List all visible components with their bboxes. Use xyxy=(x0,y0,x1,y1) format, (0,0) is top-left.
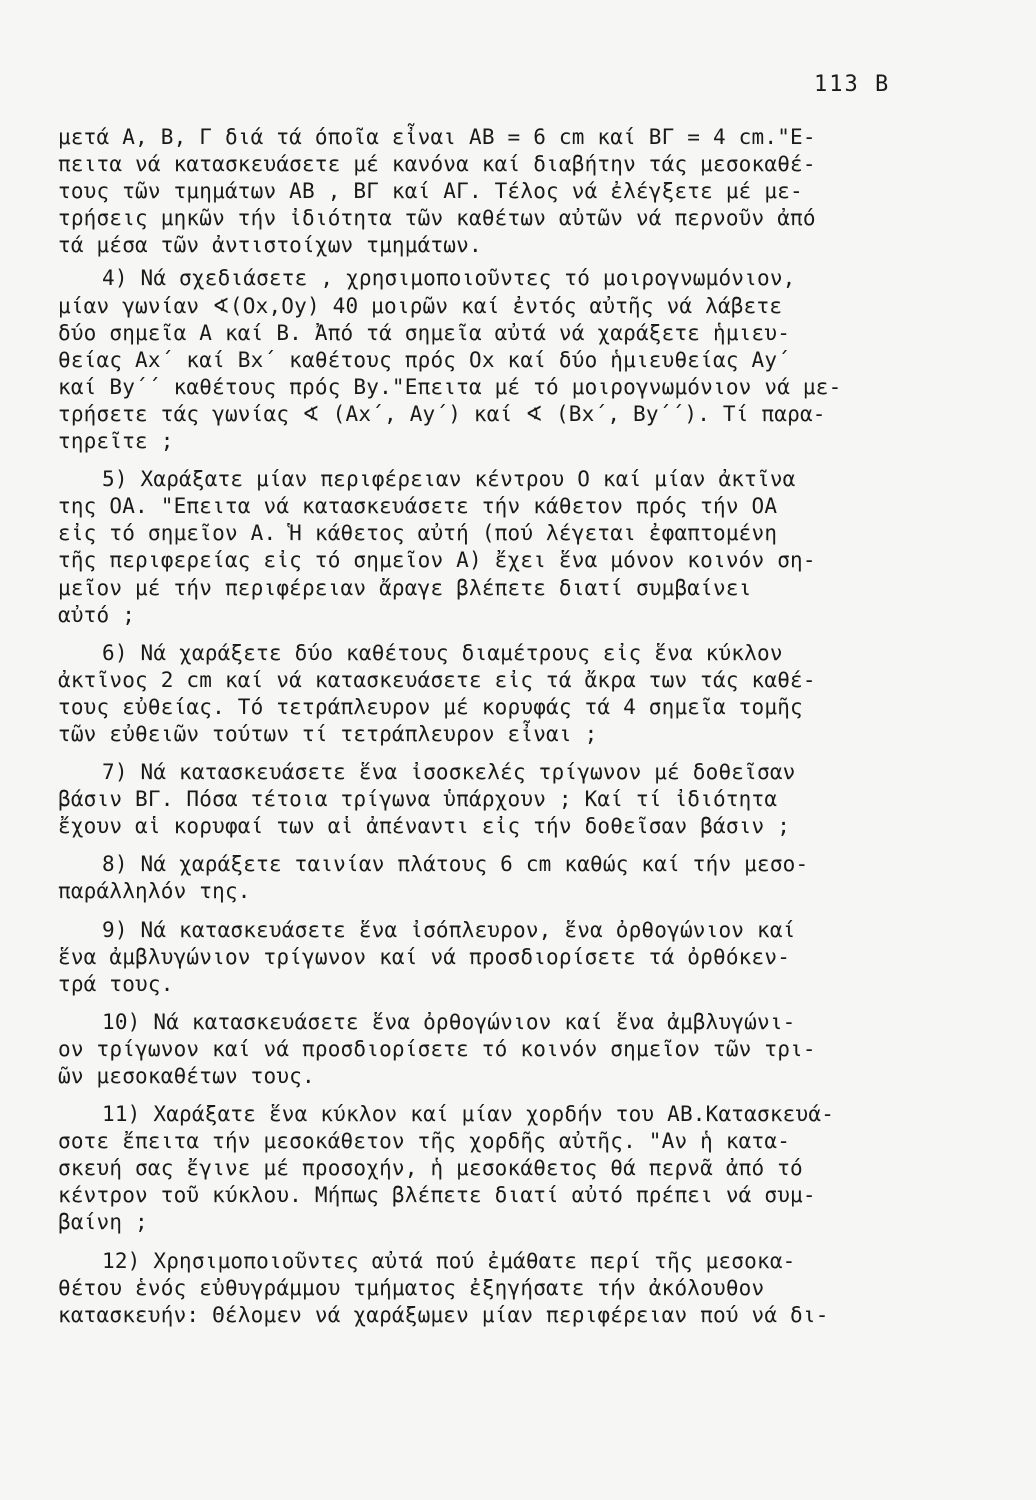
text-line: της ΟΑ. "Επειτα νά κατασκευάσετε τήν κάθετον πρός τήν ΟΑ xyxy=(58,494,778,519)
text-line: σοτε ἔπειτα τήν μεσοκάθετον τῆς χορδῆς αὐτῆς. "Αν ἡ κατα- xyxy=(58,1129,791,1154)
text-line: μετά Α, Β, Γ διά τά όποῖα εἶναι ΑΒ = 6 cm καί ΒΓ = 4 cm."Ε- xyxy=(58,125,816,149)
text-line: μεῖον μέ τήν περιφέρειαν ἄραγε βλέπετε διατί συμβαίνει xyxy=(58,575,752,600)
text-line: καί Βy΄΄ καθέτους πρός Βy."Επειτα μέ τό μοιρογνωμόνιον νά με- xyxy=(58,374,842,399)
exercise-12-start: 12) Χρησιμοποιοῦντες αὐτά πού ἐμάθατε περί τῆς μεσοκα- xyxy=(102,1248,796,1273)
text-line: θείας Αx΄ καί Βx΄ καθέτους πρός Οx καί δύο ἡμιευθείας Αy΄ xyxy=(58,347,791,372)
exercise-4-start: 4) Νά σχεδιάσετε , χρησιμοποιοῦντες τό μοιρογνωμόνιον, xyxy=(102,266,796,291)
exercise-8-start: 8) Νά χαράξετε ταινίαν πλάτους 6 cm καθώς καί τήν μεσο- xyxy=(102,852,809,877)
exercise-9-start: 9) Νά κατασκευάσετε ἕνα ἰσόπλευρον, ἕνα ὀρθογώνιον καί xyxy=(102,917,796,942)
text-line: τῆς περιφερείας εἰς τό σημεῖον Α) ἔχει ἕνα μόνον κοινόν ση- xyxy=(58,548,816,573)
text-line: τρά τους. xyxy=(58,971,174,996)
text-line: ον τρίγωνον καί νά προσδιορίσετε τό κοινόν σημεῖον τῶν τρι- xyxy=(58,1036,816,1061)
text-line: παράλληλόν της. xyxy=(58,879,251,904)
text-line: αὐτό ; xyxy=(58,602,136,627)
text-line: τῶν εὐθειῶν τούτων τί τετράπλευρον εἶναι ; xyxy=(58,721,598,746)
text-line: κέντρον τοῦ κύκλου. Μήπως βλέπετε διατί αὐτό πρέπει νά συμ- xyxy=(58,1183,816,1208)
exercise-7-start: 7) Νά κατασκευάσετε ἕνα ἰσοσκελές τρίγωνον μέ δοθεῖσαν xyxy=(102,760,796,785)
text-line: ῶν μεσοκαθέτων τους. xyxy=(58,1064,315,1088)
exercise-6-start: 6) Νά χαράξετε δύο καθέτους διαμέτρους εἰς ἕνα κύκλον xyxy=(102,640,783,665)
text-line: εἰς τό σημεῖον Α. Ἡ κάθετος αὐτή (πού λέγεται ἐφαπτομένη xyxy=(58,521,778,546)
text-line: τηρεῖτε ; xyxy=(58,429,174,454)
text-line: τά μέσα τῶν ἀντιστοίχων τμημάτων. xyxy=(58,233,482,258)
exercise-10-start: 10) Νά κατασκευάσετε ἕνα ὀρθογώνιον καί ἕνα ἀμβλυγώνι- xyxy=(102,1009,796,1034)
text-line: τους τῶν τμημάτων ΑΒ , ΒΓ καί ΑΓ. Τέλος νά ἐλέγξετε μέ με- xyxy=(58,179,803,204)
exercise-5-start: 5) Χαράξατε μίαν περιφέρειαν κέντρου Ο καί μίαν ἀκτῖνα xyxy=(102,467,796,492)
text-line: σκευή σας ἔγινε μέ προσοχήν, ἡ μεσοκάθετος θά περνᾶ ἀπό τό xyxy=(58,1156,803,1181)
text-line: πειτα νά κατασκευάσετε μέ κανόνα καί διαβήτην τάς μεσοκαθέ- xyxy=(58,152,816,177)
text-line: ἀκτῖνος 2 cm καί νά κατασκευάσετε εἰς τά ἄκρα των τάς καθέ- xyxy=(58,667,816,692)
body-text xyxy=(58,124,918,1329)
text-line: θέτου ἑνός εὐθυγράμμου τμήματος ἐξηγήσατε τήν ἀκόλουθον xyxy=(58,1275,765,1300)
text-line: ἔχουν αἱ κορυφαί των αἱ ἀπέναντι εἰς τήν δοθεῖσαν βάσιν ; xyxy=(58,814,791,839)
text-line: δύο σημεῖα Α καί Β. Ἀπό τά σημεῖα αὐτά νά χαράξετε ἡμιευ- xyxy=(58,320,791,345)
page-number: 113 B xyxy=(814,72,891,97)
text-line: κατασκευήν: Θέλομεν νά χαράξωμεν μίαν περιφέρειαν πού νά δι- xyxy=(58,1302,829,1327)
text-line: μίαν γωνίαν ∢(Οx,Οy) 40 μοιρῶν καί ἐντός αὐτῆς νά λάβετε xyxy=(58,293,783,318)
text-line: βάσιν ΒΓ. Πόσα τέτοια τρίγωνα ὑπάρχουν ; Καί τί ἰδιότητα xyxy=(58,787,778,812)
text-line: τρήσετε τάς γωνίας ∢ (Αx΄, Αy΄) καί ∢ (Βx΄, Βy΄΄). Τί παρα- xyxy=(58,401,826,426)
text-line: τρήσεις μηκῶν τήν ἰδιότητα τῶν καθέτων αὐτῶν νά περνοῦν ἀπό xyxy=(58,206,816,231)
exercise-11-start: 11) Χαράξατε ἕνα κύκλον καί μίαν χορδήν του ΑΒ.Κατασκευά- xyxy=(102,1102,835,1127)
text-line: τους εὐθείας. Τό τετράπλευρον μέ κορυφάς τά 4 σημεῖα τομῆς xyxy=(58,694,803,719)
text-line: βαίνη ; xyxy=(58,1210,148,1235)
text-line: ἕνα ἀμβλυγώνιον τρίγωνον καί νά προσδιορίσετε τά ὀρθόκεν- xyxy=(58,944,791,969)
